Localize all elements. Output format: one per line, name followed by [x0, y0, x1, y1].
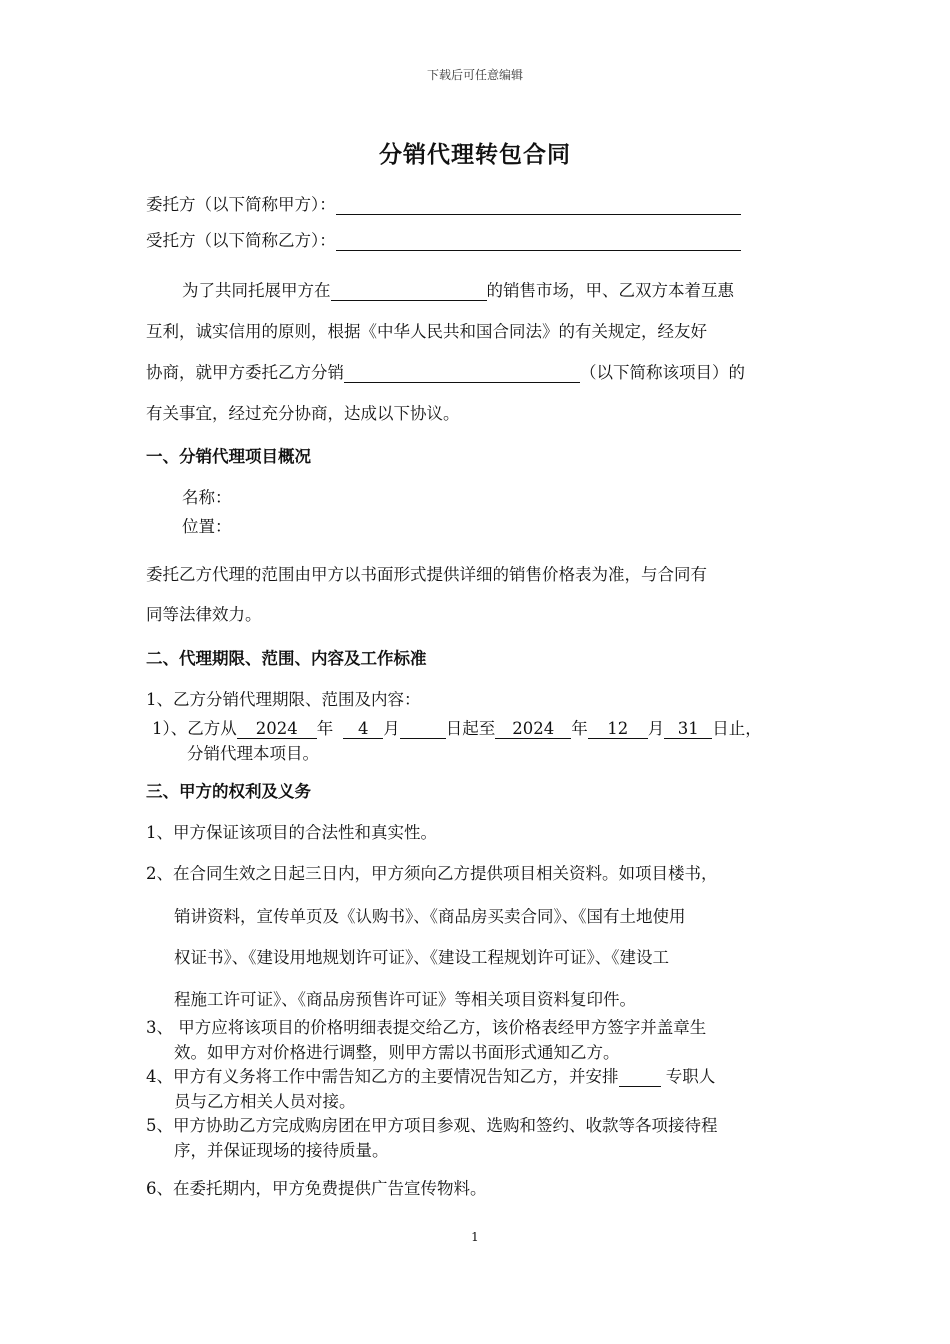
intro-line-2: 互利，诚实信用的原则，根据《中华人民共和国合同法》的有关规定，经友好: [146, 322, 707, 341]
month-label-2: 月: [647, 719, 665, 738]
intro-text-3b: （以下简称该项目）的: [580, 363, 745, 382]
year-label-2: 年: [571, 719, 588, 738]
section3-heading: 三、甲方的权利及义务: [146, 782, 311, 801]
start-month-field[interactable]: 4: [343, 720, 383, 739]
term-line: [152, 715, 762, 739]
page-number: 1: [471, 1230, 479, 1244]
section3-item3-line1: 3、 甲方应将该项目的价格明细表提交给乙方，该价格表经甲方签字并盖章生: [146, 1018, 707, 1037]
day-end-label: 日止，: [712, 719, 762, 738]
section3-item3-line2: 效。如甲方对价格进行调整，则甲方需以书面形式通知乙方。: [174, 1043, 620, 1062]
end-day-field[interactable]: 31: [664, 720, 712, 739]
section3-item1: 1、甲方保证该项目的合法性和真实性。: [146, 823, 437, 842]
start-day-field[interactable]: [400, 720, 446, 739]
item4-text-b: 专职人: [660, 1067, 716, 1086]
client-party-line: [146, 191, 741, 215]
end-month-field[interactable]: 12: [588, 720, 648, 739]
client-name-blank[interactable]: [336, 196, 741, 215]
section2-heading: 二、代理期限、范围、内容及工作标准: [146, 649, 427, 668]
section1-heading: 一、分销代理项目概况: [146, 447, 311, 466]
section3-item2-line1: 2、在合同生效之日起三日内，甲方须向乙方提供项目相关资料。如项目楼书，: [146, 864, 718, 883]
section3-item6: 6、在委托期内，甲方免费提供广告宣传物料。: [146, 1179, 487, 1198]
section2-item1: 1、乙方分销代理期限、范围及内容：: [146, 690, 421, 709]
staff-count-blank[interactable]: [619, 1068, 661, 1087]
month-label-1: 月: [383, 719, 400, 738]
contract-title: 分销代理转包合同: [379, 141, 571, 168]
agent-label: 受托方（以下简称乙方）：: [146, 231, 336, 250]
section3-item2-line4: 程施工许可证》、《商品房预售许可证》等相关项目资料复印件。: [174, 990, 636, 1009]
day-start-label: 日起至: [445, 719, 496, 738]
header-note: 下载后可任意编辑: [426, 68, 523, 82]
start-year-field[interactable]: 2024: [237, 720, 317, 739]
client-label: 委托方（以下简称甲方）：: [146, 195, 336, 214]
intro-text-3a: 协商，就甲方委托乙方分销: [146, 363, 344, 382]
section3-item2-line3: 权证书》、《建设用地规划许可证》、《建设工程规划许可证》、《建设工: [174, 948, 669, 967]
intro-text-1a: 为了共同托展甲方在: [182, 281, 331, 300]
agent-name-blank[interactable]: [336, 232, 741, 251]
section1-para-line-2: 同等法律效力。: [146, 605, 262, 624]
term-prefix: 1）、乙方从: [152, 719, 237, 738]
agent-party-line: [146, 227, 741, 251]
intro-line-3: [146, 359, 745, 383]
item4-text-a: 4、甲方有义务将工作中需告知乙方的主要情况告知乙方，并安排: [146, 1067, 619, 1086]
end-year-field[interactable]: 2024: [495, 720, 571, 739]
section3-item5-line1: 5、甲方协助乙方完成购房团在甲方项目参观、选购和签约、收款等各项接待程: [146, 1116, 718, 1135]
market-blank[interactable]: [331, 282, 487, 301]
project-blank[interactable]: [344, 364, 580, 383]
intro-line-4: 有关事宜，经过充分协商，达成以下协议。: [146, 404, 460, 423]
section3-item5-line2: 序，并保证现场的接待质量。: [174, 1141, 389, 1160]
year-label-1: 年: [316, 719, 334, 738]
name-label: 名称：: [182, 488, 232, 507]
section3-item2-line2: 销讲资料，宣传单页及《认购书》、《商品房买卖合同》、《国有土地使用: [174, 907, 686, 926]
section1-para-line-1: 委托乙方代理的范围由甲方以书面形式提供详细的销售价格表为准，与合同有: [146, 565, 707, 584]
intro-text-1b: 的销售市场，甲、乙双方本着互惠: [486, 281, 734, 300]
section3-item4-line2: 员与乙方相关人员对接。: [174, 1092, 356, 1111]
section3-item4-line1: [146, 1063, 715, 1087]
term-line-cont: 分销代理本项目。: [187, 744, 319, 763]
location-label: 位置：: [182, 517, 232, 536]
intro-line-1: [182, 277, 734, 301]
